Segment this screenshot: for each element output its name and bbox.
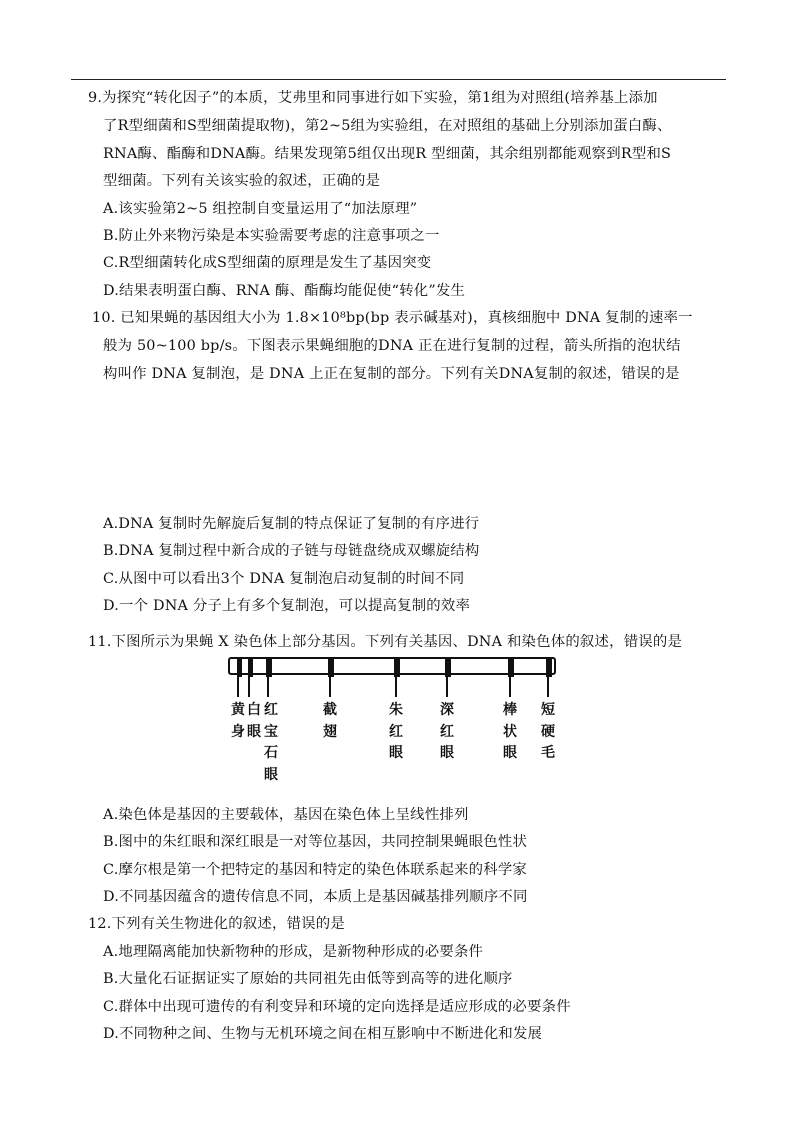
- q11-option-d: D.不同基因蕴含的遗传信息不同，本质上是基因碱基排列顺序不同: [103, 889, 528, 905]
- q10-stem-line-3: 构叫作 DNA 复制泡，是 DNA 上正在复制的部分。下列有关DNA复制的叙述，错误的是: [103, 366, 680, 382]
- gene-label-bar-eye: 棒状眼: [503, 702, 517, 761]
- gene-label-white-eye: 白眼: [247, 702, 261, 740]
- q12-option-c: C.群体中出现可遗传的有利变异和环境的定向选择是适应形成的必要条件: [103, 999, 571, 1015]
- q9-stem-line-1: 9.为探究“转化因子”的本质，艾弗里和同事进行如下实验，第1组为对照组(培养基上添加: [88, 90, 658, 106]
- q10-option-c: C.从图中可以看出3个 DNA 复制泡启动复制的时间不同: [103, 571, 465, 587]
- q9-option-c: C.R型细菌转化成S型细菌的原理是发生了基因突变: [103, 255, 432, 271]
- q9-option-d: D.结果表明蛋白酶、RNA 酶、酯酶均能促使“转化”发生: [103, 283, 466, 299]
- q9-stem-line-2: 了R型细菌和S型细菌提取物)，第2~5组为实验组，在对照组的基础上分别添加蛋白酶、: [103, 118, 672, 134]
- q12-stem-line-1: 12.下列有关生物进化的叙述，错误的是: [88, 916, 345, 932]
- q9-option-a: A.该实验第2~5 组控制自变量运用了“加法原理”: [103, 201, 418, 217]
- gene-label-ruby-eye: 红宝石眼: [264, 702, 278, 783]
- q12-option-d: D.不同物种之间、生物与无机环境之间在相互影响中不断进化和发展: [103, 1026, 543, 1042]
- tick-carmine-eye: [446, 675, 448, 697]
- gene-label-yellow-body: 黄身: [231, 702, 245, 740]
- q9-option-b: B.防止外来物污染是本实验需要考虑的注意事项之一: [103, 228, 440, 244]
- tick-bar-eye: [509, 675, 511, 697]
- gene-label-bristle: 短硬毛: [541, 702, 555, 761]
- q10-option-a: A.DNA 复制时先解旋后复制的特点保证了复制的有序进行: [103, 516, 480, 532]
- tick-ruby-eye: [267, 675, 269, 697]
- tick-vermilion-eye: [395, 675, 397, 697]
- q11-option-c: C.摩尔根是第一个把特定的基因和特定的染色体联系起来的科学家: [103, 862, 528, 878]
- q11-stem-line-1: 11.下图所示为果蝇 X 染色体上部分基因。下列有关基因、DNA 和染色体的叙述，错误的是: [88, 634, 683, 650]
- q10-stem-line-1: 10. 已知果蝇的基因组大小为 1.8×10⁸bp(bp 表示碱基对)，真核细胞中 DNA 复制的速率一: [92, 310, 693, 326]
- gene-label-carmine-eye: 深红眼: [440, 702, 454, 761]
- q9-stem-line-3: RNA酶、酯酶和DNA酶。结果发现第5组仅出现R 型细菌，其余组别都能观察到R型和S: [103, 146, 672, 162]
- q10-option-b: B.DNA 复制过程中新合成的子链与母链盘绕成双螺旋结构: [103, 543, 480, 559]
- tick-cut-wing: [329, 675, 331, 697]
- q12-option-b: B.大量化石证据证实了原始的共同祖先由低等到高等的进化顺序: [103, 971, 513, 987]
- gene-label-cut-wing: 截翅: [323, 702, 337, 740]
- tick-yellow-body: [237, 675, 239, 697]
- q10-stem-line-2: 般为 50~100 bp/s。下图表示果蝇细胞的DNA 正在进行复制的过程，箭头所指的泡状结: [103, 338, 681, 354]
- tick-bristle: [547, 675, 549, 697]
- q11-option-b: B.图中的朱红眼和深红眼是一对等位基因，共同控制果蝇眼色性状: [103, 834, 528, 850]
- chromosome-bar: [228, 657, 556, 675]
- q11-option-a: A.染色体是基因的主要载体，基因在染色体上呈线性排列: [103, 807, 469, 823]
- q9-stem-line-4: 型细菌。下列有关该实验的叙述，正确的是: [103, 173, 381, 189]
- q10-option-d: D.一个 DNA 分子上有多个复制泡，可以提高复制的效率: [103, 598, 471, 614]
- tick-white-eye: [248, 675, 250, 697]
- q12-option-a: A.地理隔离能加快新物种的形成，是新物种形成的必要条件: [103, 944, 484, 960]
- gene-label-vermilion-eye: 朱红眼: [389, 702, 403, 761]
- header-rule: [71, 79, 726, 80]
- x-chromosome-diagram: [228, 657, 558, 677]
